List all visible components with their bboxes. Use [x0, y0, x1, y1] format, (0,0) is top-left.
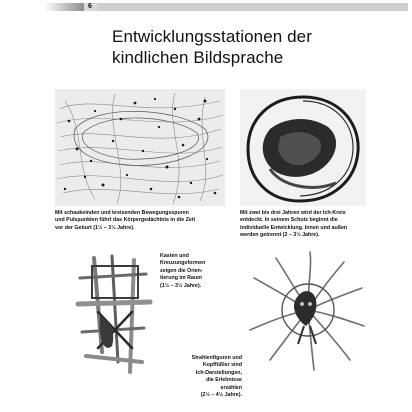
caption-box-line: zeigen die Orien-: [160, 267, 203, 274]
caption-i-circle-line: Mit zwei bis drei Jahren wird der Ich-Kreis: [240, 210, 346, 216]
box-crossing-drawing: [72, 252, 156, 376]
caption-scribble-line: Mit schaukelnden und kreisenden Bewegungsspuren: [55, 210, 189, 216]
title-line-2: kindlichen Bildsprache: [112, 48, 284, 67]
caption-i-circle-line: entdeckt. In seinem Schutz beginnt die: [240, 217, 338, 224]
page-title: [112, 26, 352, 68]
drawing-i-circle: [240, 89, 366, 206]
caption-box-line: (1½ – 3½ Jahre).: [160, 282, 202, 289]
page-number: 6: [88, 3, 92, 10]
caption-ray-line: (2½ – 4½ Jahre).: [200, 392, 242, 399]
caption-ray-line: die Erlebnisse: [206, 377, 242, 384]
caption-box-crossing: [160, 253, 205, 290]
caption-ray-line: Ich-Darstellungen,: [195, 369, 242, 376]
caption-box-line: Kasten und: [160, 253, 189, 259]
header-rule: [98, 3, 408, 11]
caption-box-line: Kreuzungsformen: [160, 260, 206, 267]
header-gradient: [44, 3, 84, 11]
caption-ray-line: erzählen: [220, 384, 242, 391]
drawing-ray-figure: [246, 248, 366, 374]
caption-i-circle-line: werden getrennt (2 – 3½ Jahre).: [240, 232, 320, 239]
drawing-box-crossing: [72, 252, 156, 376]
caption-ray-line: Kopffüßler sind: [202, 362, 242, 369]
i-circle-drawing: [240, 89, 366, 206]
caption-scribble-line: vor der Geburt (1½ – 3½ Jahre).: [55, 224, 135, 231]
scribble-drawing: [55, 89, 225, 206]
caption-scribble-line: und Pulspunkten führt das Körpergedächtnis in die Zeit: [55, 217, 196, 224]
title-line-1: Entwicklungsstationen der: [112, 27, 313, 46]
caption-ray-figure: [160, 355, 242, 399]
drawing-scribble-traces: [55, 89, 225, 206]
caption-scribble: [55, 210, 195, 232]
page-header-bar: [44, 3, 408, 11]
caption-i-circle: [240, 210, 347, 240]
caption-i-circle-line: individuelle Entwicklung. Innen und außen: [240, 224, 348, 231]
caption-ray-line: Strahlenfiguren und: [191, 355, 242, 361]
caption-box-line: tierung im Raum: [160, 275, 202, 282]
ray-figure-drawing: [246, 248, 366, 374]
